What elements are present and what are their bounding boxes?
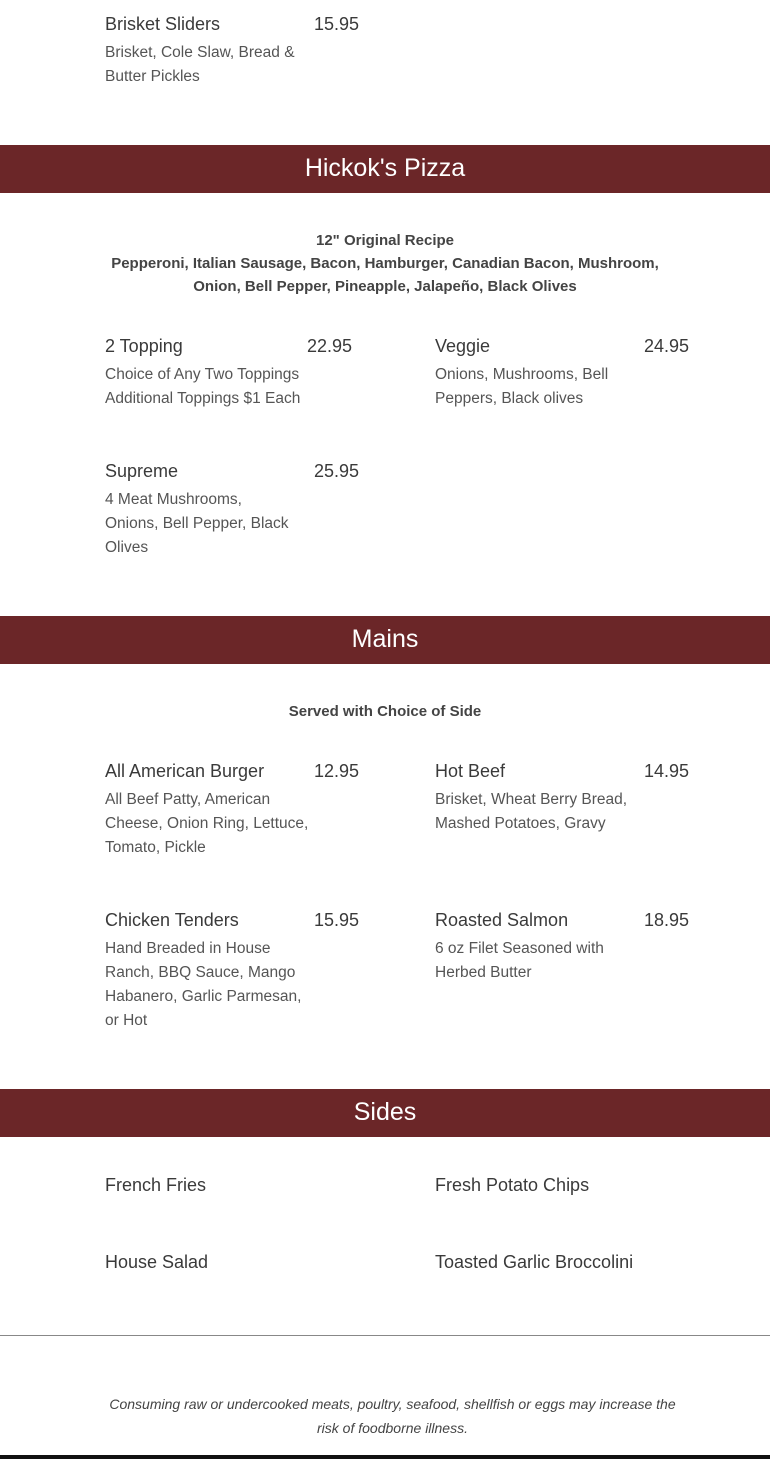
- item-description: 6 oz Filet Seasoned with Herbed Butter: [435, 940, 604, 981]
- item-name: Brisket Sliders: [105, 14, 221, 34]
- item-price: 24.95: [644, 336, 690, 356]
- side-item-toasted-garlic-broccolini: Toasted Garlic Broccolini: [435, 1252, 634, 1272]
- side-item-french-fries: French Fries: [105, 1175, 207, 1195]
- item-description: Onions, Mushrooms, Bell Peppers, Black olives: [435, 366, 609, 407]
- section-header-pizza: Hickok's Pizza: [0, 145, 770, 193]
- section-header-mains: Mains: [0, 616, 770, 664]
- item-name: All American Burger: [105, 761, 265, 781]
- bottom-border: [0, 1455, 770, 1459]
- pizza-note-line2: Pepperoni, Italian Sausage, Bacon, Hamburger, Canadian Bacon, Mushroom,: [111, 255, 659, 272]
- item-price: 25.95: [314, 461, 360, 481]
- item-price: 14.95: [644, 761, 690, 781]
- pizza-note-line3: Onion, Bell Pepper, Pineapple, Jalapeño, Black Olives: [193, 278, 577, 295]
- side-item-fresh-potato-chips: Fresh Potato Chips: [435, 1175, 590, 1195]
- item-name: Veggie: [435, 336, 491, 356]
- item-description: Hand Breaded in House Ranch, BBQ Sauce, Mango Habanero, Garlic Parmesan, or Hot: [105, 940, 302, 1029]
- item-name: 2 Topping: [105, 336, 183, 356]
- item-name: Chicken Tenders: [105, 910, 239, 930]
- item-name: Supreme: [105, 461, 179, 481]
- section-header-sides: Sides: [0, 1089, 770, 1137]
- side-item-house-salad: House Salad: [105, 1252, 209, 1272]
- item-price: 22.95: [307, 336, 353, 356]
- item-name: Roasted Salmon: [435, 910, 569, 930]
- pizza-note: [0, 229, 770, 298]
- pizza-note-line1: 12" Original Recipe: [316, 232, 454, 249]
- item-name: Hot Beef: [435, 761, 506, 781]
- item-description: All Beef Patty, American Cheese, Onion Ring, Lettuce, Tomato, Pickle: [105, 791, 309, 856]
- item-description: 4 Meat Mushrooms, Onions, Bell Pepper, Black Olives: [105, 491, 289, 556]
- item-description: Choice of Any Two Toppings Additional Toppings $1 Each: [105, 366, 301, 407]
- item-description: Brisket, Cole Slaw, Bread & Butter Pickles: [105, 44, 295, 85]
- item-price: 15.95: [314, 910, 360, 930]
- mains-note: Served with Choice of Side: [288, 703, 482, 720]
- item-description: Brisket, Wheat Berry Bread, Mashed Potatoes, Gravy: [435, 791, 628, 832]
- divider: [0, 1335, 770, 1336]
- food-safety-disclaimer: Consuming raw or undercooked meats, poultry, seafood, shellfish or eggs may increase the risk of foodborne illness.: [109, 1396, 676, 1436]
- item-price: 15.95: [314, 14, 360, 34]
- item-price: 12.95: [314, 761, 360, 781]
- item-price: 18.95: [644, 910, 690, 930]
